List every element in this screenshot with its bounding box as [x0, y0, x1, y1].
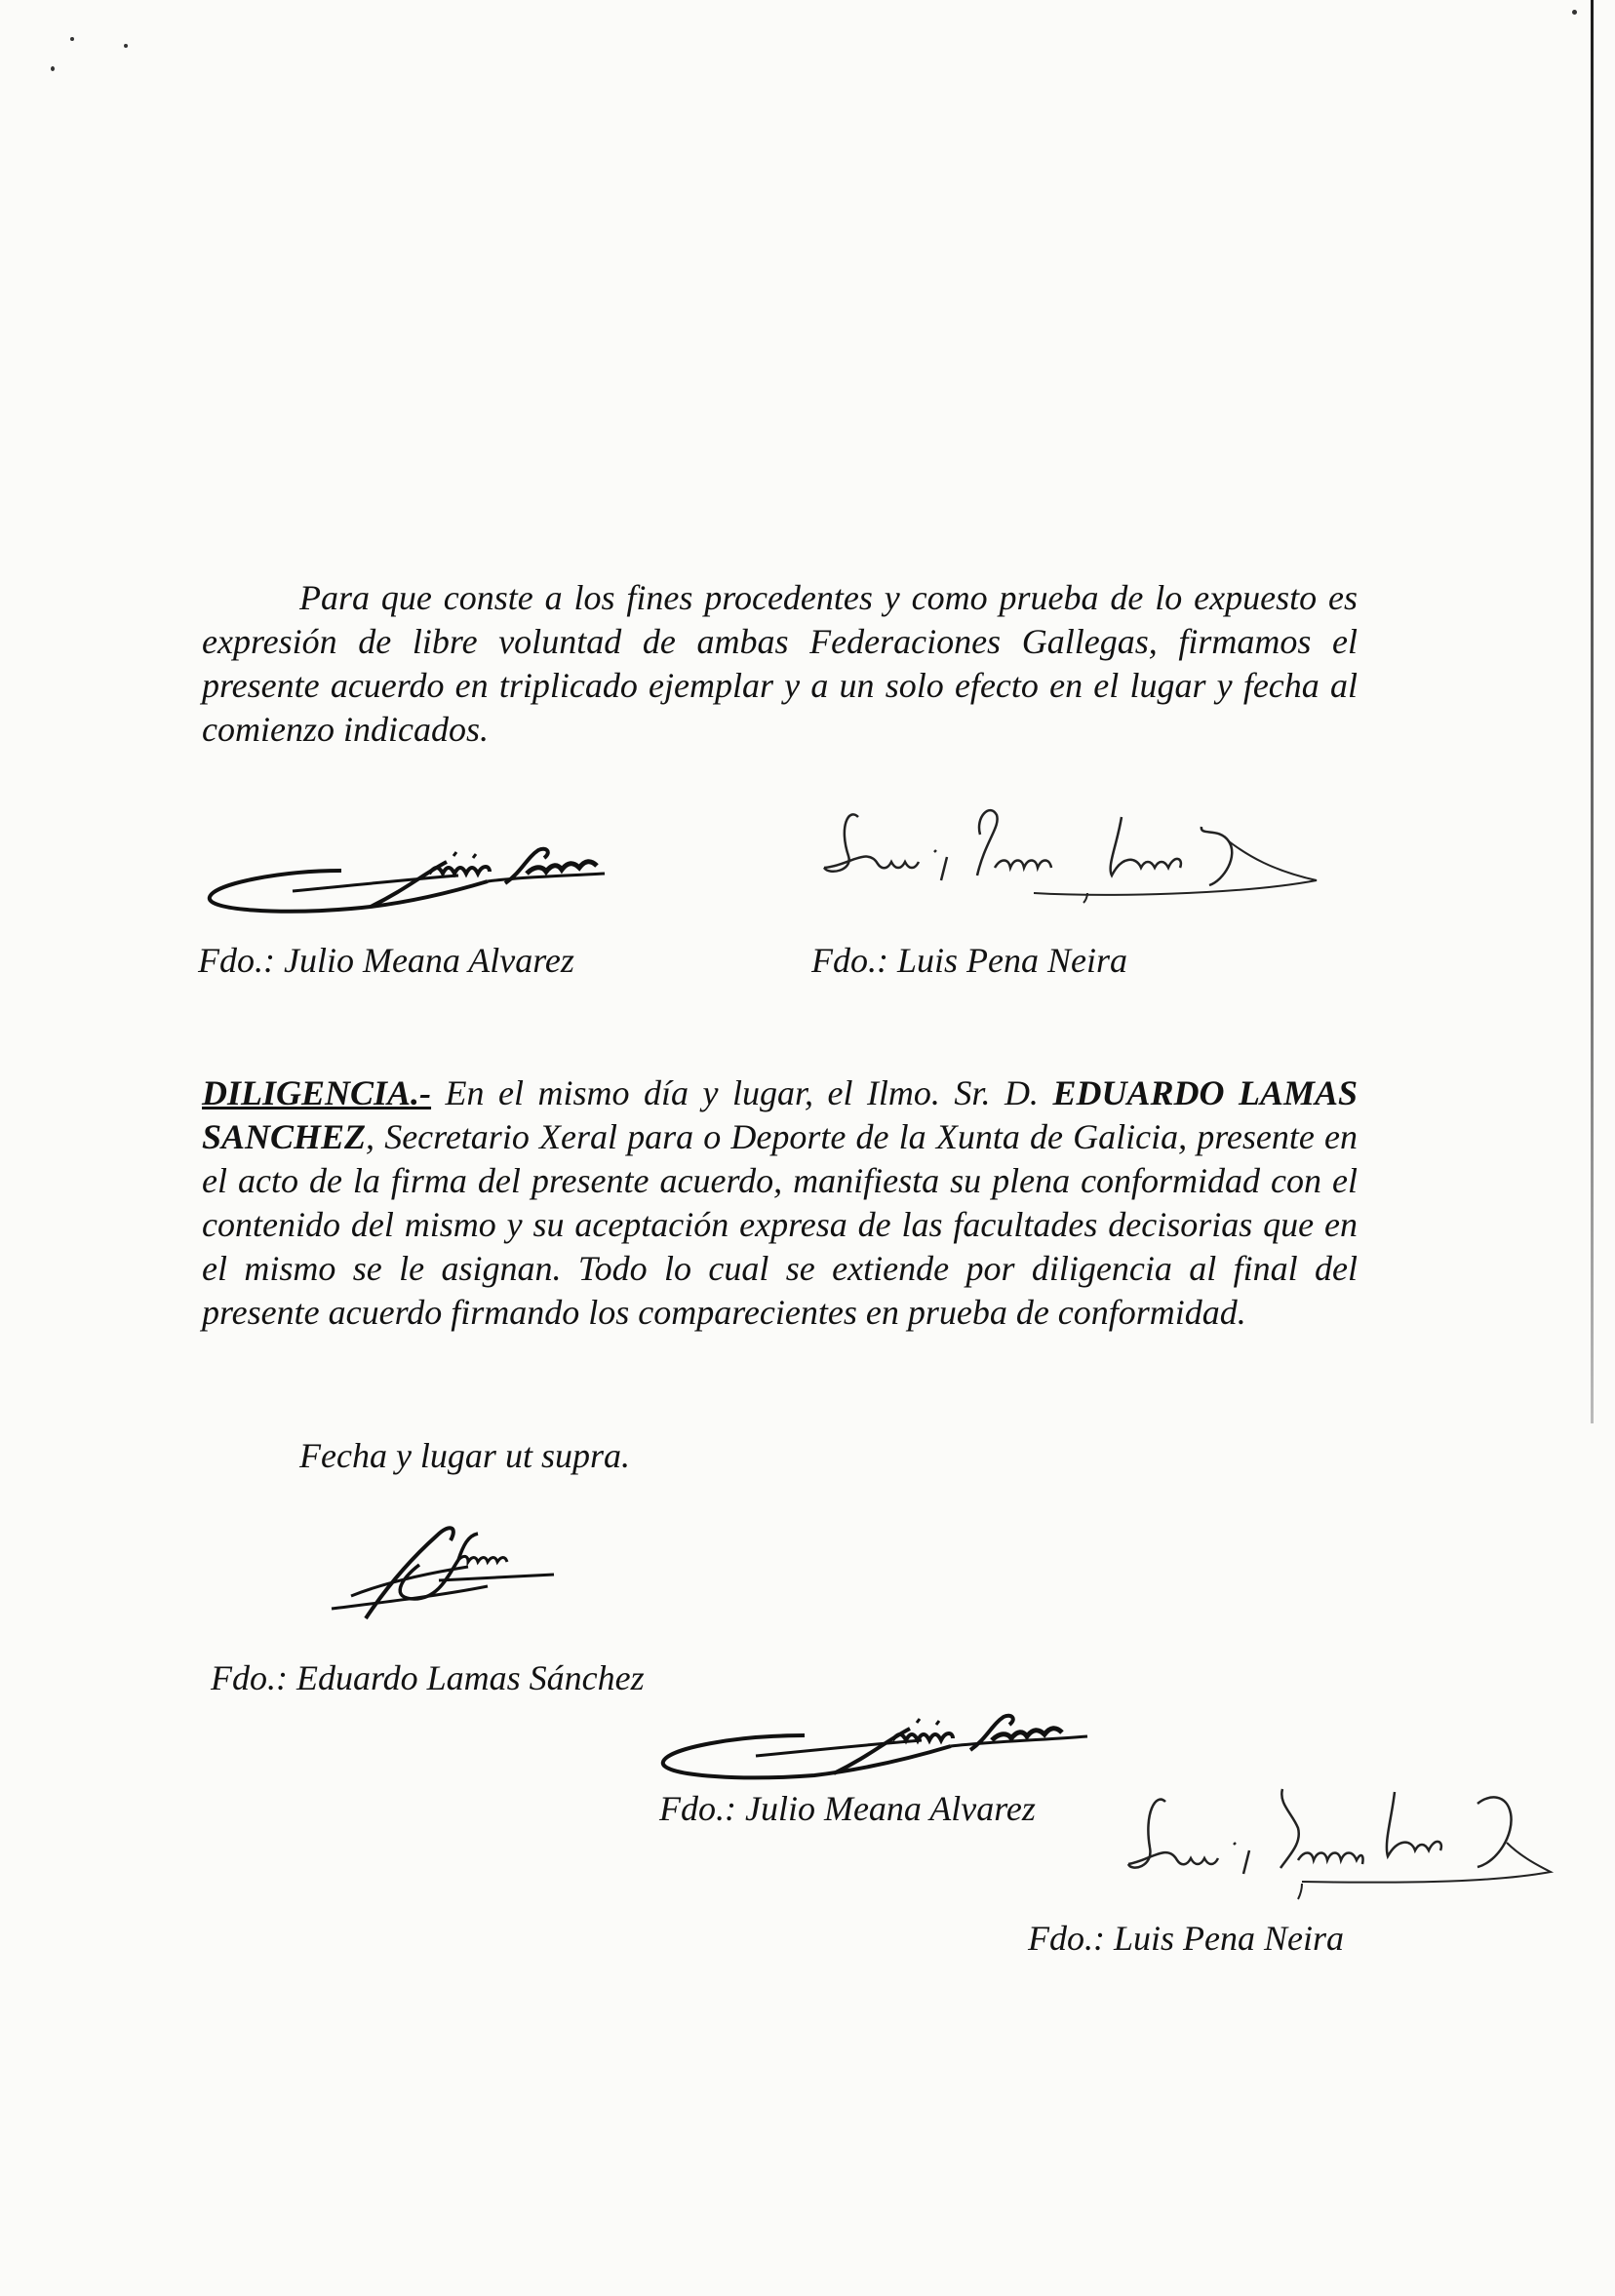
signature-label-pena-1: Fdo.: Luis Pena Neira [811, 941, 1127, 980]
signature-label-pena-2: Fdo.: Luis Pena Neira [1028, 1919, 1344, 1958]
signature-luis-pena-1 [809, 788, 1356, 915]
diligencia-name: EDUARDO LAMAS SANCHEZ [202, 1073, 1359, 1156]
diligencia-heading: DILIGENCIA.- [202, 1073, 432, 1112]
diligencia-text-a: En el mismo día y lugar, el Ilmo. Sr. D. [431, 1073, 1053, 1112]
signature-label-lamas: Fdo.: Eduardo Lamas Sánchez [211, 1658, 645, 1697]
diligencia-paragraph [202, 1071, 1358, 1335]
diligencia-text-b: , Secretario Xeral para o Deporte de la Xunta de Galicia, presente en el acto de la firma del presente acuerdo, manifiesta su plena conformidad con el contenido del mismo y su aceptación expresa de las facultades decisorias que en el mismo se le asignan. Todo lo cual se extiende por diligencia al final del presente acuerdo firmando los comparecientes en prueba de conformidad. [202, 1117, 1358, 1332]
signature-julio-meana-1 [195, 837, 722, 924]
scan-edge-shadow [1591, 0, 1594, 1423]
closing-paragraph: Para que conste a los fines procedentes y como prueba de lo expuesto es expresión de libre voluntad de ambas Federaciones Gallegas, firmamos el presente acuerdo en triplicado ejemplar y a un solo efecto en el lugar y fecha al comienzo indicados. [202, 578, 1358, 749]
signature-label-meana-1: Fdo.: Julio Meana Alvarez [198, 941, 574, 980]
signature-eduardo-lamas [322, 1506, 575, 1628]
fecha-lugar: Fecha y lugar ut supra. [299, 1436, 630, 1475]
signature-label-meana-2: Fdo.: Julio Meana Alvarez [659, 1789, 1036, 1828]
